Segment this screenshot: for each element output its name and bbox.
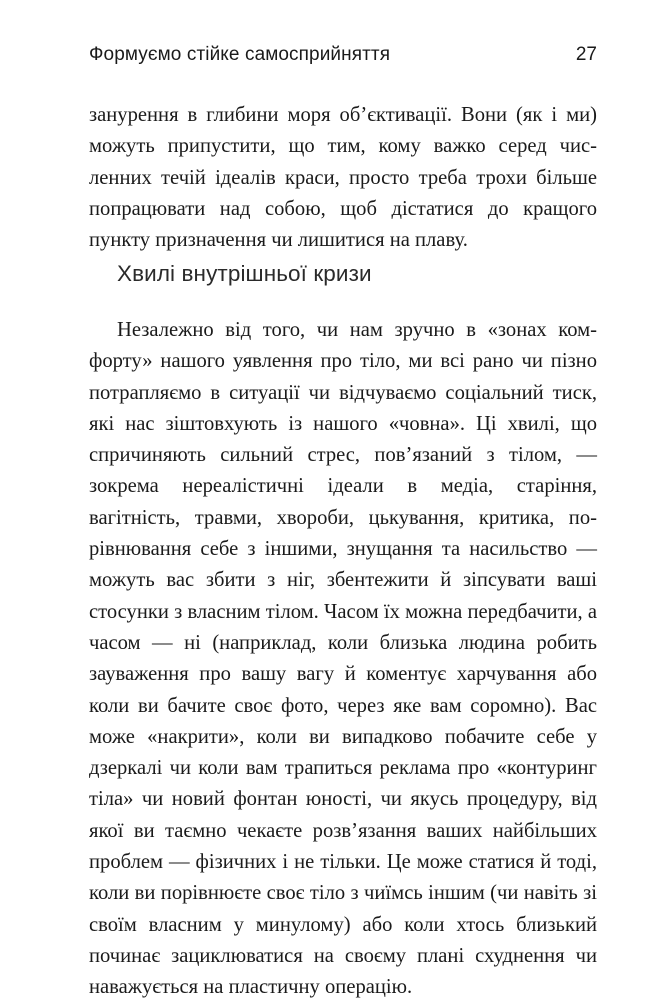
section-paragraph: Незалежно від того, чи нам зручно в «зонах комфорту» нашого уявлення про тіло, ми всі рано чи пізно потрапляємо в ситуації чи відчуваємо соціальний тиск, які нас зіштовхують із нашого «човна». Ці хвилі, що спричиняють сильний стрес, пов’язаний з тілом, — зокрема нереалістичні ідеали в медіа, старіння, вагітність, травми, хвороби, цькування, критика, порівнювання себе з іншими, знущання та насильство — можуть вас збити з ніг, збентежити й зіпсувати ваші стосунки з власним тілом. Часом їх можна передбачити, а часом — ні (наприклад, коли близька людина робить зауваження про вашу вагу й коментує харчування або коли ви бачите своє фото, через яке вам соромно). Вас може «накрити», коли ви випадково побачите себе у дзеркалі чи коли вам трапиться реклама про «контуринг тіла» чи новий фонтан юності, чи якусь процедуру, від якої ви таємно чекаєте розв’язання ваших найбільших проблем — фізичних і не тільки. Це може статися й тоді, коли ви порівнюєте своє тіло з чиїмсь іншим (чи навіть зі своїм власним у минулому) або коли хтось близький починає зациклюватися на своєму плані схуднення чи наважується на пластичну операцію.: [89, 319, 597, 999]
section-text-block: [89, 315, 597, 1004]
section-heading: Хвилі внутрішньої кризи: [117, 261, 372, 286]
intro-text-block: [89, 100, 597, 256]
running-header: [89, 38, 597, 72]
intro-paragraph: занурення в глибини моря об’єктивації. Вони (як і ми) можуть припустити, що тим, кому важко серед численних течій ідеалів краси, просто треба трохи більше попрацювати над собою, щоб дістатися до кращого пункту призначення чи лишитися на плаву.: [89, 104, 597, 252]
chapter-title: Формуємо стійке самосприйняття: [89, 44, 391, 65]
page-number: 27: [575, 44, 597, 65]
